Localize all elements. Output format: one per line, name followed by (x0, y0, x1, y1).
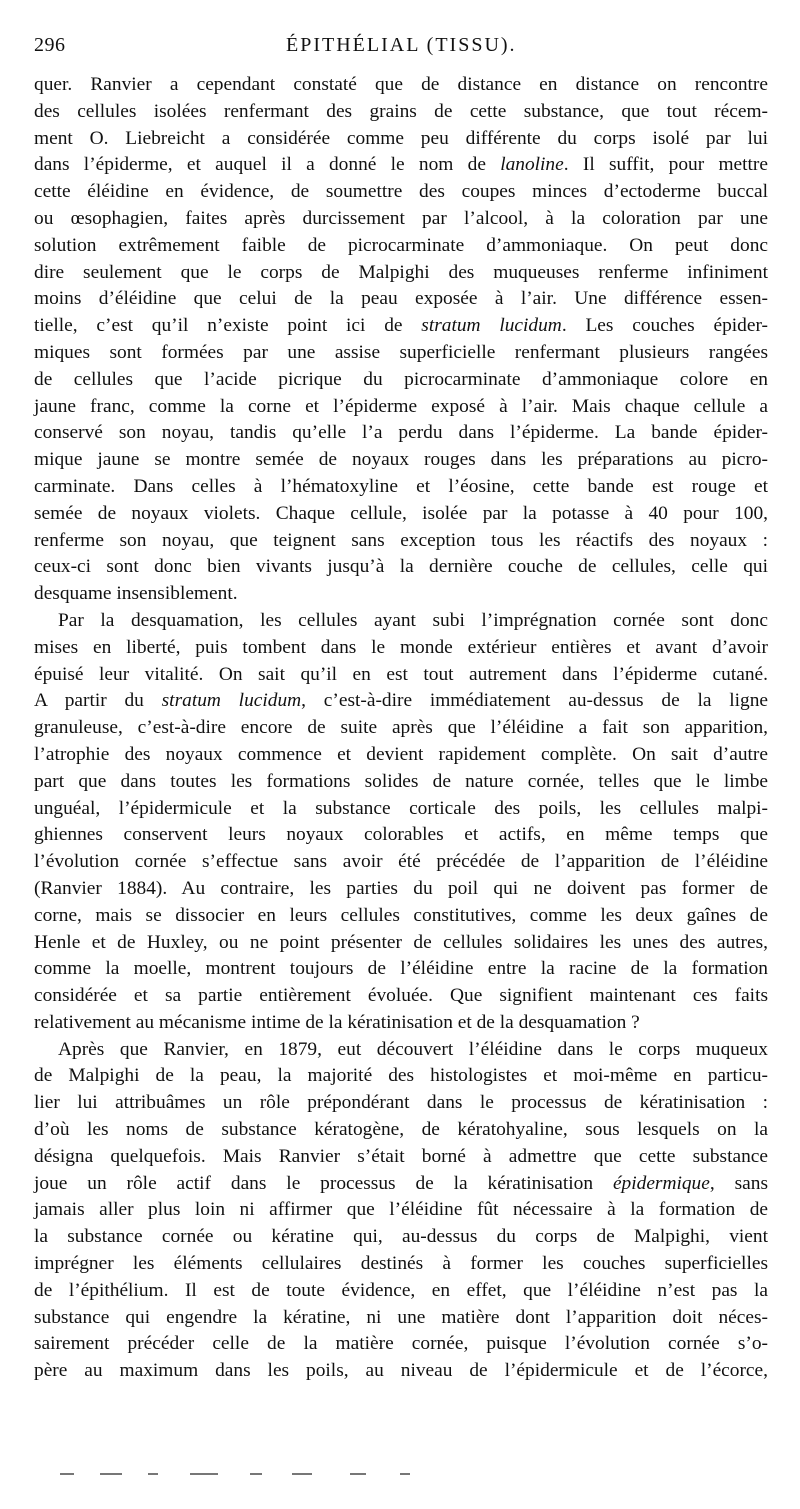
text-line: dans l’épiderme, et auquel il a donné le nom de lanoline. Il suffit, pour mettre (34, 154, 768, 176)
text-line: l’atrophie des noyaux commence et devient rapidement complète. On sait d’autre (34, 743, 768, 765)
text-line: ou œsophagien, faites après durcissement par l’alcool, à la coloration par une (34, 207, 768, 229)
text-line: père au maximum dans les poils, au niveau de l’épidermicule et de l’écorce, (34, 1360, 768, 1382)
text-line: ment O. Liebreicht a considérée comme peu différente du corps isolé par lui (34, 127, 768, 149)
text-line: de Malpighi de la peau, la majorité des histologistes et moi-même en particu- (34, 1065, 768, 1087)
text-line: Par la desquamation, les cellules ayant subi l’imprégnation cornée sont donc (58, 609, 768, 631)
text-line: conservé son noyau, tandis qu’elle l’a perdu dans l’épiderme. La bande épider- (34, 422, 768, 444)
text-line: semée de noyaux violets. Chaque cellule, isolée par la potasse à 40 pour 100, (34, 502, 768, 524)
text-line: Henle et de Huxley, ou ne point présenter de cellules solidaires les unes des autres, (34, 931, 768, 953)
text-line: imprégner les éléments cellulaires destinés à former les couches superficielles (34, 1253, 768, 1275)
page-number: 296 (34, 34, 66, 56)
text-line: unguéal, l’épidermicule et la substance corticale des poils, les cellules malpi- (34, 797, 768, 819)
text-line: corne, mais se dissocier en leurs cellules constitutives, comme les deux gaînes de (34, 904, 768, 926)
text-line: tielle, c’est qu’il n’existe point ici de stratum lucidum. Les couches épider- (34, 315, 768, 337)
text-line: relativement au mécanisme intime de la kératinisation et de la desquamation ? (34, 1011, 640, 1033)
text-line: joue un rôle actif dans le processus de la kératinisation épidermique, sans (34, 1172, 768, 1194)
text-line: la substance cornée ou kératine qui, au-dessus du corps de Malpighi, vient (34, 1226, 768, 1248)
text-line: lier lui attribuâmes un rôle prépondérant dans le processus de kératinisation : (34, 1092, 768, 1114)
text-line: mises en liberté, puis tombent dans le monde extérieur entières et avant d’avoir (34, 636, 768, 658)
text-line: miques sont formées par une assise superficielle renfermant plusieurs rangées (34, 341, 768, 363)
body-text (34, 72, 768, 1385)
text-line: sairement précéder celle de la matière cornée, puisque l’évolution cornée s’o- (34, 1333, 768, 1355)
text-line: A partir du stratum lucidum, c’est-à-dire immédiatement au-dessus de la ligne (34, 690, 768, 712)
text-line: d’où les noms de substance kératogène, de kératohyaline, sous lesquels on la (34, 1119, 768, 1141)
text-line: solution extrêmement faible de picrocarminate d’ammoniaque. On peut donc (34, 234, 768, 256)
running-title: ÉPITHÉLIAL (TISSU). (286, 34, 517, 56)
text-line: ghiennes conservent leurs noyaux colorables et actifs, en même temps que (34, 824, 768, 846)
text-line: de l’épithélium. Il est de toute évidence, en effet, que l’éléidine n’est pas la (34, 1279, 768, 1301)
text-line: désigna quelquefois. Mais Ranvier s’était borné à admettre que cette substance (34, 1145, 768, 1167)
text-line: renferme son noyau, que teignent sans exception tous les réactifs des noyaux : (34, 529, 768, 551)
text-line: quer. Ranvier a cependant constaté que de distance en distance on rencontre (34, 74, 768, 95)
page-bottom-marks (60, 1470, 440, 1480)
text-line: jamais aller plus loin ni affirmer que l’éléidine fût nécessaire à la formation de (34, 1199, 768, 1221)
text-line: Après que Ranvier, en 1879, eut découvert l’éléidine dans le corps muqueux (58, 1038, 768, 1060)
text-line: substance qui engendre la kératine, ni une matière dont l’apparition doit néces- (34, 1306, 768, 1328)
text-line: des cellules isolées renfermant des grains de cette substance, que tout récem- (34, 100, 768, 122)
text-line: moins d’éléidine que celui de la peau exposée à l’air. Une différence essen- (34, 288, 768, 310)
text-line: ceux-ci sont donc bien vivants jusqu’à la dernière couche de cellules, celle qui (34, 556, 768, 578)
text-line: granuleuse, c’est-à-dire encore de suite après que l’éléidine a fait son apparition, (34, 717, 768, 739)
running-header (34, 30, 774, 60)
text-line: de cellules que l’acide picrique du picrocarminate d’ammoniaque colore en (34, 368, 768, 390)
text-line: épuisé leur vitalité. On sait qu’il en est tout autrement dans l’épiderme cutané. (34, 663, 768, 685)
text-line: cette éléidine en évidence, de soumettre des coupes minces d’ectoderme buccal (34, 181, 768, 203)
text-line: considérée et sa partie entièrement évoluée. Que signifient maintenant ces faits (34, 985, 768, 1007)
text-line: (Ranvier 1884). Au contraire, les parties du poil qui ne doivent pas former de (34, 877, 768, 899)
text-line: part que dans toutes les formations solides de nature cornée, telles que le limbe (34, 770, 768, 792)
text-line: carminate. Dans celles à l’hématoxyline et l’éosine, cette bande est rouge et (34, 475, 768, 497)
text-line: mique jaune se montre semée de noyaux rouges dans les préparations au picro- (34, 449, 768, 471)
text-line: dire seulement que le corps de Malpighi des muqueuses renferme infiniment (34, 261, 768, 283)
text-line: desquame insensiblement. (34, 583, 238, 605)
text-line: l’évolution cornée s’effectue sans avoir été précédée de l’apparition de l’éléidine (34, 851, 768, 873)
text-line: comme la moelle, montrent toujours de l’éléidine entre la racine de la formation (34, 958, 768, 980)
text-line: jaune franc, comme la corne et l’épiderme exposé à l’air. Mais chaque cellule a (34, 395, 768, 417)
